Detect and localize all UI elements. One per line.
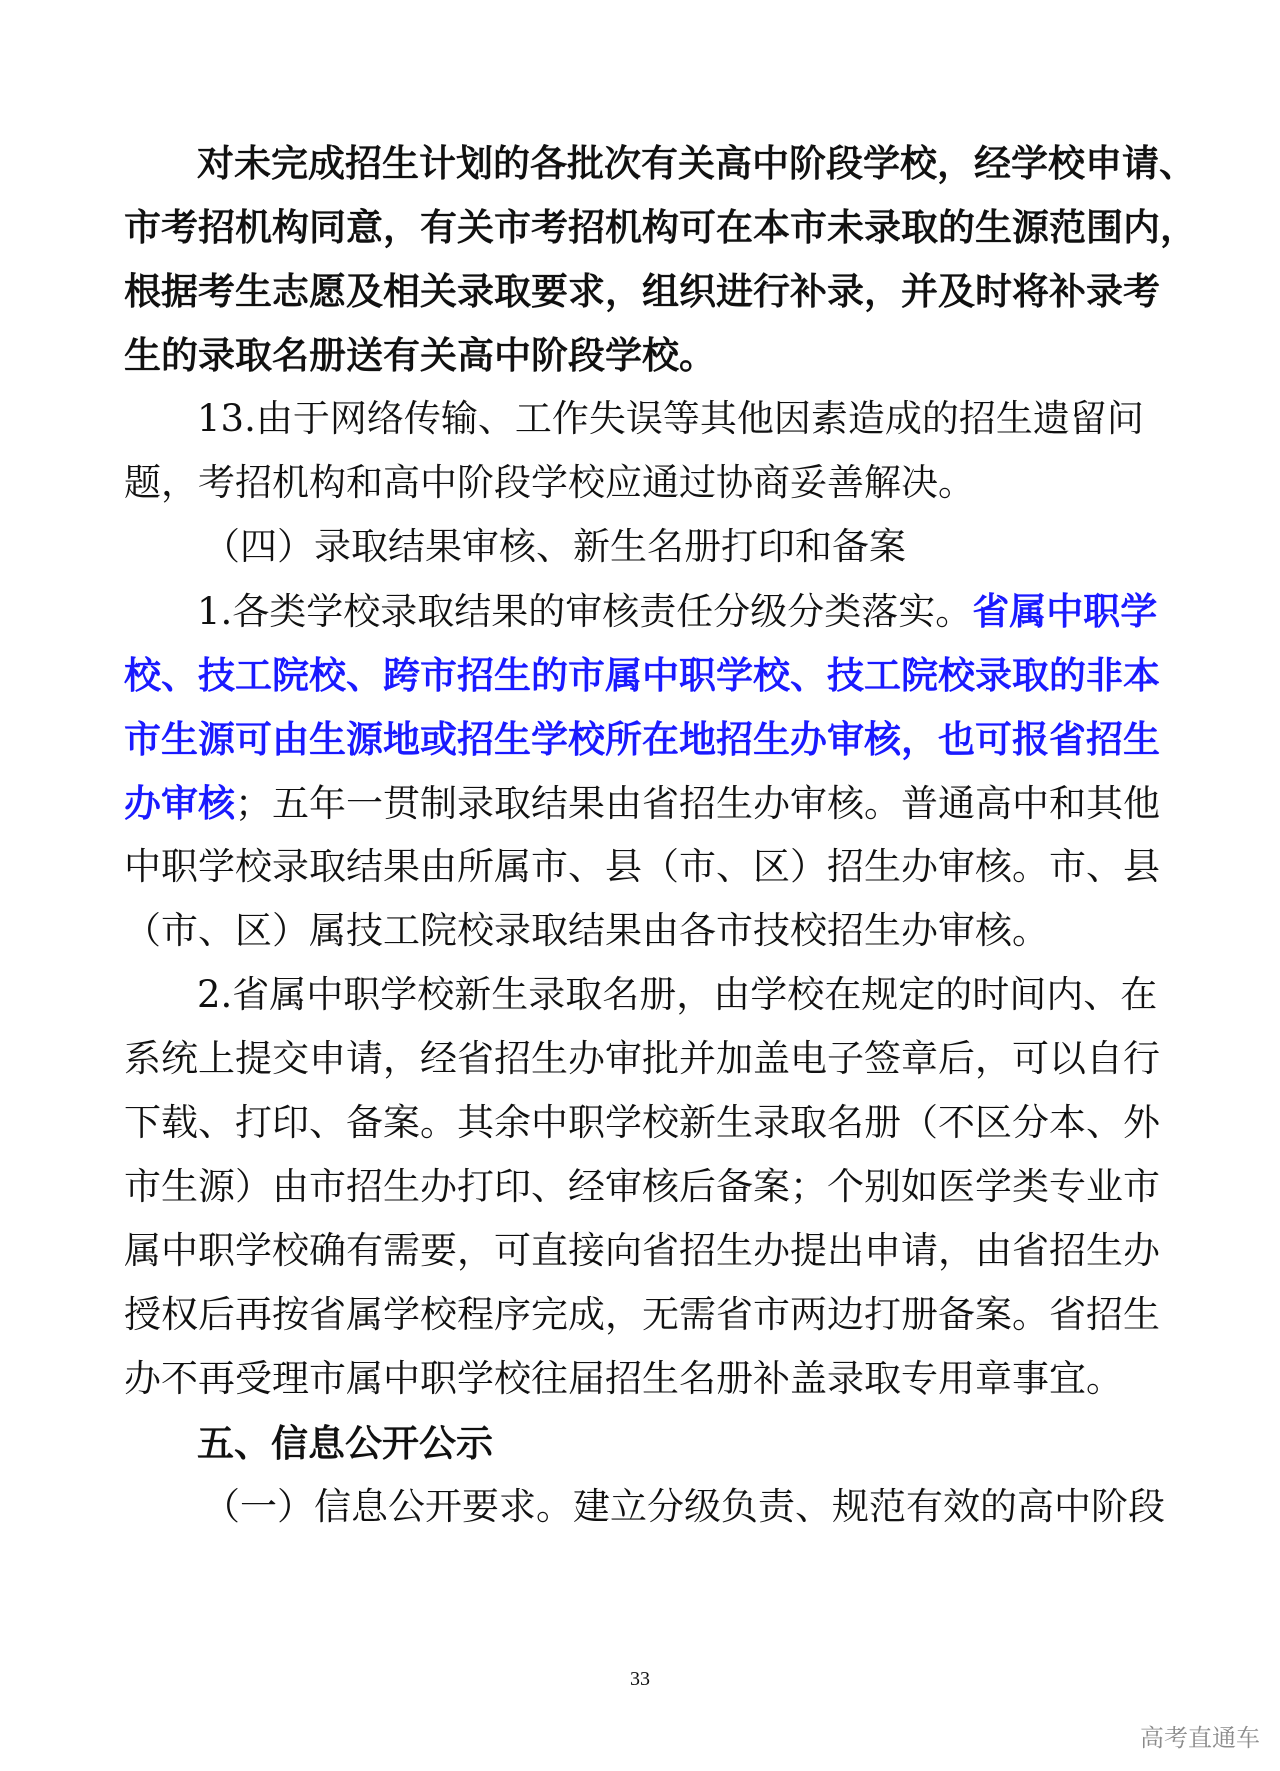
text-segment: 办不再受理市属中职学校往届招生名册补盖录取专用章事宜。 [124,1357,1123,1400]
text-segment: （市、区）属技工院校录取结果由各市技校招生办审核。 [124,909,1049,952]
text-segment: 下载、打印、备案。其余中职学校新生录取名册（不区分本、外 [124,1101,1160,1144]
text-line [124,1347,1123,1411]
text-segment: 生的录取名册送有关高中阶段学校。 [124,333,716,377]
text-line [124,835,1160,899]
text-segment: 2.省属中职学校新生录取名册，由学校在规定的时间内、在 [197,973,1158,1016]
text-line [124,1283,1160,1347]
text-line [124,899,1049,963]
text-line [124,1155,1160,1219]
text-segment: 中职学校录取结果由所属市、县（市、区）招生办审核。市、县 [124,845,1160,888]
text-segment: ；五年一贯制录取结果由省招生办审核。普通高中和其他 [235,782,1160,825]
text-line [124,1027,1160,1091]
text-segment: 市考招机构同意，有关市考招机构可在本市未录取的生源范围内， [124,205,1197,249]
text-segment: 属中职学校确有需要，可直接向省招生办提出申请，由省招生办 [124,1229,1160,1272]
text-segment: （四）录取结果审核、新生名册打印和备案 [203,525,906,568]
text-segment: 题，考招机构和高中阶段学校应通过协商妥善解决。 [124,461,975,504]
watermark: 高考直通车 [1140,1724,1260,1752]
text-line [203,515,906,579]
highlighted-text: 办审核 [124,781,235,825]
text-line [124,1219,1160,1283]
text-segment: 根据考生志愿及相关录取要求，组织进行补录，并及时将补录考 [124,269,1160,313]
text-line [124,195,1197,259]
text-segment: 1.各类学校录取结果的审核责任分级分类落实。 [197,590,973,633]
text-segment: 授权后再按省属学校程序完成，无需省市两边打册备案。省招生 [124,1293,1160,1336]
text-line [197,131,1196,195]
text-line [124,771,1160,835]
highlighted-text: 省属中职学 [972,589,1158,633]
text-segment: 13.由于网络传输、工作失误等其他因素造成的招生遗留问 [197,397,1144,440]
text-line [203,1475,1165,1539]
text-line [197,579,1158,643]
highlighted-text: 校、技工院校、跨市招生的市属中职学校、技工院校录取的非本 [124,653,1160,697]
text-segment: 五、信息公开公示 [197,1421,493,1465]
text-line [124,1091,1160,1155]
highlighted-text: 市生源可由生源地或招生学校所在地招生办审核，也可报省招生 [124,717,1160,761]
text-segment: 市生源）由市招生办打印、经审核后备案；个别如医学类专业市 [124,1165,1160,1208]
text-line [197,1411,493,1475]
text-line [124,451,975,515]
text-line [124,323,716,387]
page-number: 33 [630,1668,650,1690]
text-line [124,643,1160,707]
text-line [124,259,1160,323]
text-segment: 对未完成招生计划的各批次有关高中阶段学校，经学校申请、 [197,141,1196,185]
text-line [197,963,1158,1027]
text-segment: （一）信息公开要求。建立分级负责、规范有效的高中阶段 [203,1485,1165,1528]
text-line [124,707,1160,771]
text-line [197,387,1144,451]
text-segment: 系统上提交申请，经省招生办审批并加盖电子签章后，可以自行 [124,1037,1160,1080]
